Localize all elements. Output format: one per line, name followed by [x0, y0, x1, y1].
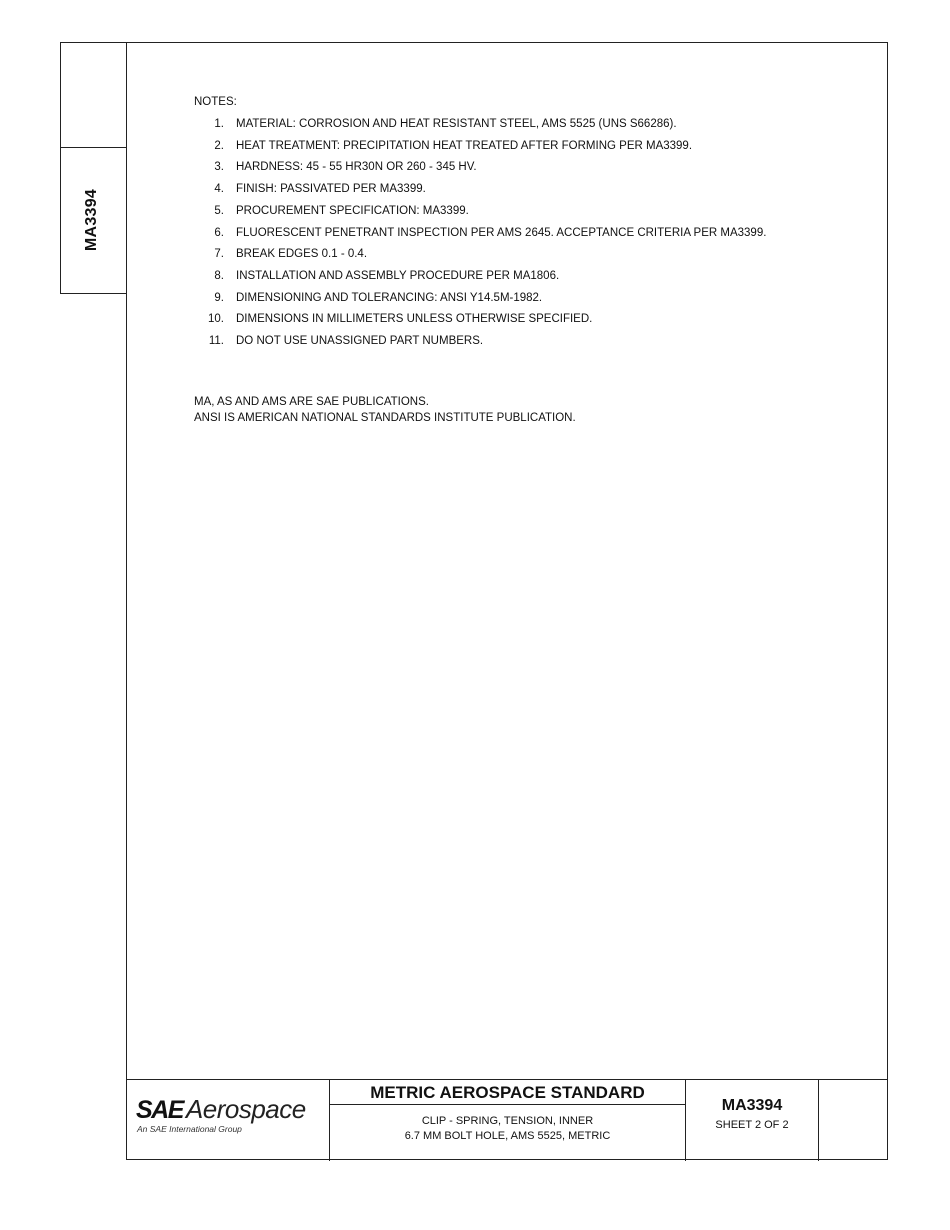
note-item — [194, 179, 766, 201]
revision-cell — [818, 1080, 888, 1161]
note-text: HEAT TREATMENT: PRECIPITATION HEAT TREATED AFTER FORMING PER MA3399. — [236, 139, 693, 152]
part-description — [330, 1114, 685, 1144]
note-text: HARDNESS: 45 - 55 HR30N OR 260 - 345 HV. — [236, 161, 477, 174]
description-line-2: 6.7 MM BOLT HOLE, AMS 5525, METRIC — [404, 1130, 611, 1142]
note-number: 5. — [214, 204, 224, 217]
note-item — [194, 114, 766, 136]
notes-heading: NOTES: — [194, 96, 237, 108]
sheet-number: SHEET 2 OF 2 — [715, 1119, 789, 1131]
note-item — [194, 309, 766, 331]
note-item — [194, 136, 766, 158]
note-text: DO NOT USE UNASSIGNED PART NUMBERS. — [236, 335, 484, 348]
note-number: 8. — [214, 269, 224, 282]
note-text: DIMENSIONS IN MILLIMETERS UNLESS OTHERWISE SPECIFIED. — [236, 313, 593, 326]
note-text: FLUORESCENT PENETRANT INSPECTION PER AMS 2645. ACCEPTANCE CRITERIA PER MA3399. — [236, 226, 767, 239]
note-number: 10. — [208, 313, 224, 326]
note-text: PROCUREMENT SPECIFICATION: MA3399. — [236, 204, 469, 217]
note-number: 11. — [208, 335, 224, 348]
side-tab-label: MA3394 — [83, 188, 100, 252]
note-item — [194, 157, 766, 179]
note-text: DIMENSIONING AND TOLERANCING: ANSI Y14.5M-1982. — [236, 291, 543, 304]
publications-line-1: MA, AS AND AMS ARE SAE PUBLICATIONS. — [194, 396, 429, 408]
note-text: FINISH: PASSIVATED PER MA3399. — [236, 183, 426, 196]
title-block — [126, 1079, 888, 1161]
note-item — [194, 201, 766, 223]
note-number: 1. — [214, 118, 224, 130]
sae-aerospace-logo — [136, 1094, 306, 1125]
logo-cell — [126, 1080, 329, 1161]
publications-note — [194, 395, 576, 426]
note-text: BREAK EDGES 0.1 - 0.4. — [236, 248, 368, 261]
logo-subtitle: An SAE International Group — [137, 1124, 242, 1134]
part-number: MA3394 — [721, 1097, 783, 1114]
note-item — [194, 266, 766, 288]
note-item — [194, 288, 766, 310]
note-item — [194, 244, 766, 266]
description-line-1: CLIP - SPRING, TENSION, INNER — [421, 1115, 594, 1127]
publications-line-2: ANSI IS AMERICAN NATIONAL STANDARDS INSTITUTE PUBLICATION. — [194, 411, 576, 424]
side-tab-divider — [60, 147, 126, 148]
part-number-cell — [685, 1080, 818, 1161]
logo-brand: SAE — [136, 1096, 183, 1124]
note-number: 4. — [214, 183, 224, 196]
note-number: 7. — [214, 248, 224, 261]
note-number: 6. — [214, 226, 224, 239]
logo-word: Aerospace — [185, 1094, 306, 1124]
note-text: INSTALLATION AND ASSEMBLY PROCEDURE PER MA1806. — [236, 269, 560, 282]
note-number: 9. — [214, 291, 224, 304]
note-item — [194, 223, 766, 245]
note-number: 3. — [214, 161, 224, 174]
note-number: 2. — [214, 139, 224, 152]
standard-title: METRIC AEROSPACE STANDARD — [330, 1080, 685, 1105]
side-tab — [60, 42, 127, 294]
title-cell — [329, 1080, 685, 1161]
note-item — [194, 331, 766, 353]
notes-section — [194, 94, 766, 353]
note-text: MATERIAL: CORROSION AND HEAT RESISTANT STEEL, AMS 5525 (UNS S66286). — [236, 118, 677, 130]
